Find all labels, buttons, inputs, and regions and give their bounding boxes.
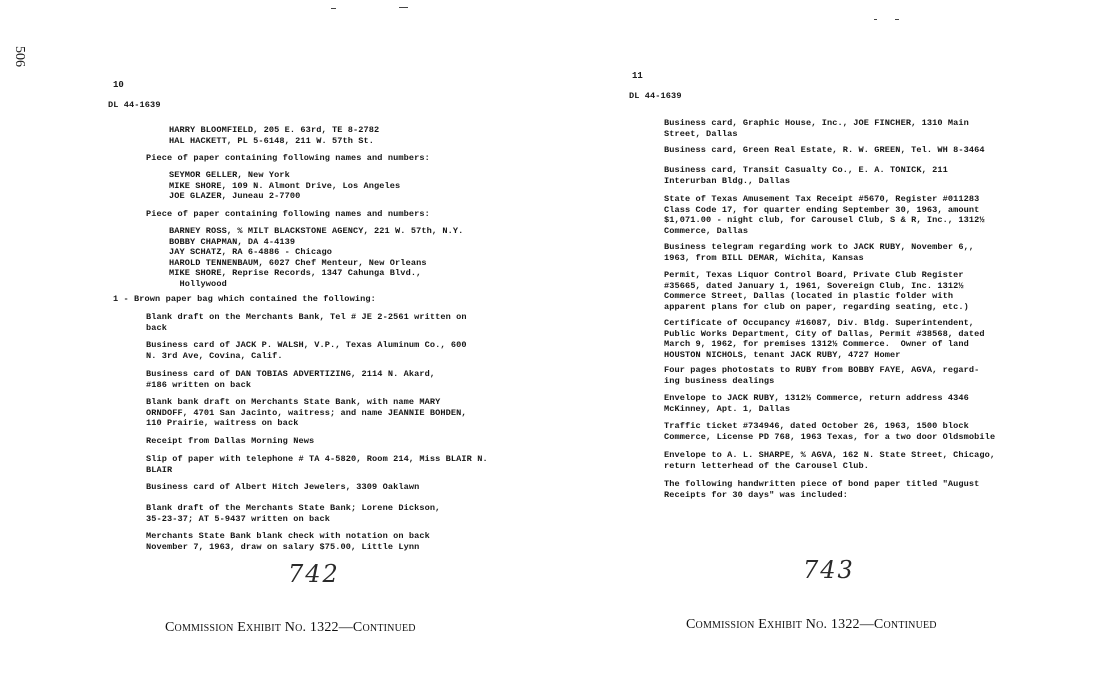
right-entry-3	[664, 194, 985, 236]
text-line: Business card of JACK P. WALSH, V.P., Texas Aluminum Co., 600	[146, 340, 467, 350]
text-line: return letterhead of the Carousel Club.	[664, 460, 870, 471]
left-caption: Commission Exhibit No. 1322—Continued	[165, 620, 416, 635]
text-line: MIKE SHORE, Reprise Records, 1347 Cahunga Blvd.,	[169, 268, 422, 279]
text-line: Commerce, License PD 768, 1963 Texas, for a two door Oldsmobile	[664, 431, 996, 442]
scan-mark	[399, 7, 408, 8]
text-line: Merchants State Bank blank check with notation on back	[146, 531, 430, 541]
text-line: November 7, 1963, draw on salary $75.00, Little Lynn	[146, 541, 420, 552]
text-line: $1,071.00 - night club, for Carousel Club, S & R, Inc., 1312½	[664, 215, 985, 226]
text-line: State of Texas Amusement Tax Receipt #5670, Register #011283	[664, 194, 980, 204]
text-line: Four pages photostats to RUBY from BOBBY FAYE, AGVA, regard-	[664, 365, 980, 375]
left-file-number: DL 44-1639	[108, 100, 161, 110]
text-line: Public Works Department, City of Dallas, Permit #38568, dated	[664, 328, 985, 339]
text-line: back	[146, 322, 168, 333]
right-entry-7	[664, 365, 979, 386]
text-line: March 9, 1962, for premises 1312½ Commerce. Owner of land	[664, 339, 969, 350]
text-line: MIKE SHORE, 109 N. Almont Drive, Los Angeles	[169, 180, 401, 191]
right-caption: Commission Exhibit No. 1322—Continued	[686, 617, 937, 632]
text-line: Blank draft of the Merchants State Bank; Lorene Dickson,	[146, 503, 441, 513]
left-entry-3	[146, 397, 467, 429]
text-line: Blank bank draft on Merchants State Bank, with name MARY	[146, 397, 441, 407]
left-entry-6	[146, 482, 419, 493]
left-entry-2	[146, 369, 435, 390]
right-entry-9	[664, 421, 995, 442]
text-line: Business card of DAN TOBIAS ADVERTIZING, 2114 N. Akard,	[146, 369, 436, 379]
left-item-heading: 1 - Brown paper bag which contained the following:	[113, 294, 376, 304]
text-line: BOBBY CHAPMAN, DA 4-4139	[169, 236, 296, 247]
text-line: Hollywood	[169, 278, 227, 289]
right-entry-6	[664, 318, 985, 360]
left-intro1: Piece of paper containing following names and numbers:	[146, 153, 430, 163]
text-line: Business card, Graphic House, Inc., JOE FINCHER, 1310 Main	[664, 118, 969, 128]
right-entry-1	[664, 145, 985, 156]
text-line: Class Code 17, for quarter ending September 30, 1963, amount	[664, 204, 980, 215]
text-line: Business card, Transit Casualty Co., E. A. TONICK, 211	[664, 165, 948, 175]
text-line: Slip of paper with telephone # TA 4-5820, Room 214, Miss BLAIR N.	[146, 454, 488, 464]
text-line: JOE GLAZER, Juneau 2-7700	[169, 191, 301, 202]
text-line: Commerce, Dallas	[664, 225, 749, 236]
right-entry-5	[664, 270, 969, 312]
text-line: Receipts for 30 days" was included:	[664, 489, 848, 500]
scan-mark	[874, 19, 877, 20]
text-line: 35-23-37; AT 5-9437 written on back	[146, 513, 330, 524]
text-line: 110 Prairie, waitress on back	[146, 418, 299, 429]
text-line: Commerce Street, Dallas (located in plastic folder with	[664, 291, 954, 302]
text-line: Interurban Bldg., Dallas	[664, 175, 791, 186]
text-line: Blank draft on the Merchants Bank, Tel # JE 2-2561 written on	[146, 312, 467, 322]
margin-page-number: 506	[12, 46, 27, 67]
text-line: Business card of Albert Hitch Jewelers, 3309 Oaklawn	[146, 482, 420, 492]
text-line: Business card, Green Real Estate, R. W. GREEN, Tel. WH 8-3464	[664, 145, 985, 155]
left-entry-1	[146, 340, 467, 361]
text-line: HAROLD TENNENBAUM, 6027 Chef Menteur, New Orleans	[169, 257, 427, 268]
text-line: McKinney, Apt. 1, Dallas	[664, 403, 791, 414]
text-line: SEYMOR GELLER, New York	[169, 170, 290, 180]
text-line: Envelope to JACK RUBY, 1312½ Commerce, return address 4346	[664, 393, 969, 403]
text-line: Receipt from Dallas Morning News	[146, 436, 315, 446]
text-line: Envelope to A. L. SHARPE, % AGVA, 162 N. State Street, Chicago,	[664, 450, 996, 460]
left-page-number: 10	[113, 80, 124, 90]
text-line: #186 written on back	[146, 379, 252, 390]
right-handwritten-number: 743	[803, 556, 855, 584]
text-line: Business telegram regarding work to JACK RUBY, November 6,,	[664, 242, 975, 252]
left-entry-4	[146, 436, 314, 447]
right-entry-10	[664, 450, 995, 471]
text-line: ing business dealings	[664, 375, 775, 386]
text-line: The following handwritten piece of bond paper titled "August	[664, 479, 980, 489]
right-entry-8	[664, 393, 969, 414]
left-intro2: Piece of paper containing following names and numbers:	[146, 209, 430, 219]
text-line: Traffic ticket #734946, dated October 26, 1963, 1500 block	[664, 421, 969, 431]
right-page-number: 11	[632, 71, 643, 81]
text-line: JAY SCHATZ, RA 6-4886 - Chicago	[169, 247, 332, 258]
left-entry-7	[146, 503, 440, 524]
left-group2	[169, 170, 400, 202]
text-line: HAL HACKETT, PL 5-6148, 211 W. 57th St.	[169, 135, 375, 146]
right-entry-11	[664, 479, 979, 500]
left-group3	[169, 226, 463, 290]
text-line: Certificate of Occupancy #16087, Div. Bldg. Superintendent,	[664, 318, 975, 328]
left-entry-0	[146, 312, 467, 333]
text-line: HARRY BLOOMFIELD, 205 E. 63rd, TE 8-2782	[169, 125, 380, 135]
text-line: Permit, Texas Liquor Control Board, Private Club Register	[664, 270, 964, 280]
right-entry-0	[664, 118, 969, 139]
left-entry-8	[146, 531, 430, 552]
scan-mark	[331, 8, 336, 9]
right-file-number: DL 44-1639	[629, 91, 682, 101]
text-line: HOUSTON NICHOLS, tenant JACK RUBY, 4727 Homer	[664, 349, 901, 360]
right-entry-4	[664, 242, 974, 263]
text-line: ORNDOFF, 4701 San Jacinto, waitress; and name JEANNIE BOHDEN,	[146, 407, 467, 418]
left-group1	[169, 125, 379, 146]
text-line: 1963, from BILL DEMAR, Wichita, Kansas	[664, 252, 864, 263]
text-line: #35665, dated January 1, 1961, Sovereign Club, Inc. 1312½	[664, 280, 964, 291]
text-line: BARNEY ROSS, % MILT BLACKSTONE AGENCY, 221 W. 57th, N.Y.	[169, 226, 464, 236]
left-handwritten-number: 742	[288, 560, 340, 588]
right-entry-2	[664, 165, 948, 186]
text-line: BLAIR	[146, 464, 173, 475]
text-line: Street, Dallas	[664, 128, 738, 139]
text-line: apparent plans for club on paper, regarding seating, etc.)	[664, 301, 969, 312]
scan-mark	[895, 19, 899, 20]
left-entry-5	[146, 454, 488, 475]
text-line: N. 3rd Ave, Covina, Calif.	[146, 350, 283, 361]
